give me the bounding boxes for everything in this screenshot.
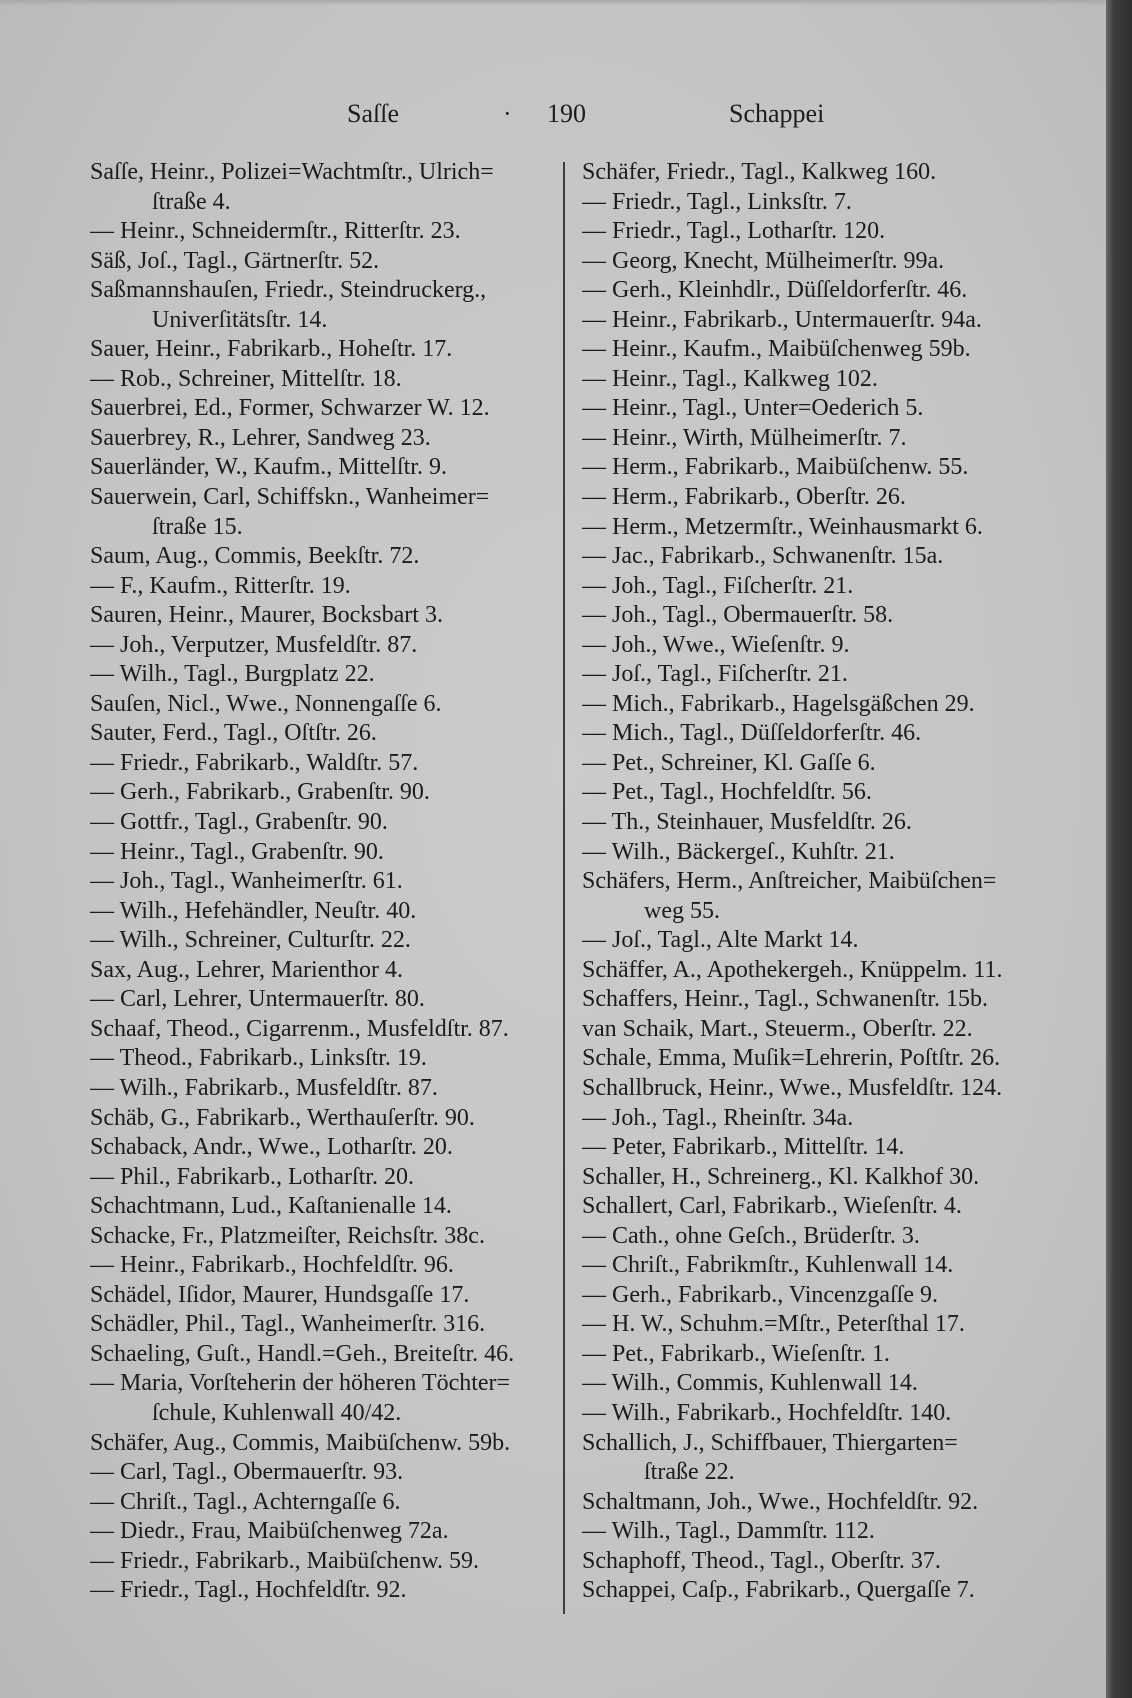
entry-line: Schaller, H., Schreinerg., Kl. Kalkhof 30. [582,1163,980,1190]
entry-line: — Joſ., Tagl., Alte Markt 14. [582,927,859,954]
entry-line: — Carl, Lehrer, Untermauerſtr. 80. [90,986,425,1013]
entry-line: — Pet., Tagl., Hochfeldſtr. 56. [582,779,872,806]
entry-line: Sauſen, Nicl., Wwe., Nonnengaſſe 6. [90,690,442,717]
entry-line: Schachtmann, Lud., Kaſtanienalle 14. [90,1193,452,1220]
entry-line: — Cath., ohne Geſch., Brüderſtr. 3. [582,1222,920,1249]
entry-line: Sauren, Heinr., Maurer, Bocksbart 3. [90,602,443,629]
entry-line: — Wilh., Schreiner, Culturſtr. 22. [90,927,411,954]
entry-continuation-line: ſtraße 4. [152,188,231,215]
entry-line: — Joh., Tagl., Obermauerſtr. 58. [582,602,894,629]
entry-line: — Wilh., Bäckergeſ., Kuhſtr. 21. [582,838,895,865]
entry-line: Sauerbrei, Ed., Former, Schwarzer W. 12. [90,395,490,422]
entry-line: — Wilh., Fabrikarb., Musfeldſtr. 87. [90,1074,438,1101]
entry-line: Saßmannshauſen, Friedr., Steindruckerg., [90,277,487,304]
entry-line: Schäfers, Herm., Anſtreicher, Maibüſchen= [582,868,997,895]
entry-line: Sauerländer, W., Kaufm., Mittelſtr. 9. [90,454,447,481]
entry-line: — Diedr., Frau, Maibüſchenweg 72a. [90,1518,449,1545]
entry-line: — Maria, Vorſteherin der höheren Töchter= [90,1370,511,1397]
entry-line: — Pet., Fabrikarb., Wieſenſtr. 1. [582,1340,890,1367]
entry-line: Schallbruck, Heinr., Wwe., Musfeldſtr. 124. [582,1074,1003,1101]
entry-line: — Chriſt., Tagl., Achterngaſſe 6. [90,1488,401,1515]
entry-line: Schäfer, Friedr., Tagl., Kalkweg 160. [582,159,937,185]
entry-line: — Friedr., Fabrikarb., Waldſtr. 57. [90,749,419,776]
entry-line: — Joh., Verputzer, Musfeldſtr. 87. [90,631,418,658]
entry-line: van Schaik, Mart., Steuerm., Oberſtr. 22. [582,1015,973,1042]
entry-line: Sauerwein, Carl, Schiffskn., Wanheimer= [90,484,490,511]
entry-line: — Chriſt., Fabrikmſtr., Kuhlenwall 14. [582,1252,954,1279]
entry-line: — Pet., Schreiner, Kl. Gaſſe 6. [582,749,876,776]
scan-edge [1106,0,1132,1698]
entry-line: Schallich, J., Schiffbauer, Thiergarten= [582,1429,958,1456]
entry-line: — Heinr., Tagl., Kalkweg 102. [582,365,878,392]
entry-line: Schaback, Andr., Wwe., Lotharſtr. 20. [90,1134,453,1161]
entry-line: Schaaf, Theod., Cigarrenm., Musfeldſtr. 87. [90,1015,509,1042]
entry-line: — Heinr., Tagl., Unter=Oederich 5. [582,395,924,422]
entry-line: — Phil., Fabrikarb., Lotharſtr. 20. [90,1163,414,1190]
entry-line: Schäb, G., Fabrikarb., Werthauſerſtr. 90. [90,1104,475,1131]
entry-line: — Gerh., Fabrikarb., Grabenſtr. 90. [90,779,430,806]
entry-line: Schaltmann, Joh., Wwe., Hochfeldſtr. 92. [582,1488,979,1515]
entry-line: — Gottfr., Tagl., Grabenſtr. 90. [90,809,388,836]
entry-line: — Herm., Fabrikarb., Oberſtr. 26. [582,484,906,511]
entry-line: — Wilh., Tagl., Dammſtr. 112. [582,1518,875,1545]
entry-line: — Wilh., Hefehändler, Neuſtr. 40. [90,897,417,924]
entry-line: Schädel, Iſidor, Maurer, Hundsgaſſe 17. [90,1281,470,1308]
running-head-dot: · [503,99,512,128]
entry-line: Sax, Aug., Lehrer, Marienthor 4. [90,956,403,983]
entry-line: Schacke, Fr., Platzmeiſter, Reichsſtr. 38c. [90,1222,485,1249]
entry-continuation-line: ſtraße 15. [152,513,243,540]
entry-line: Schappei, Caſp., Fabrikarb., Quergaſſe 7. [582,1577,975,1604]
entry-line: — Heinr., Fabrikarb., Untermauerſtr. 94a. [582,306,982,333]
entry-line: Sauer, Heinr., Fabrikarb., Hoheſtr. 17. [90,336,453,363]
entry-line: — Joh., Tagl., Fiſcherſtr. 21. [582,572,854,599]
entry-line: Schallert, Carl, Fabrikarb., Wieſenſtr. 4. [582,1193,962,1220]
page-number: 190 [547,99,586,128]
entry-line: — Heinr., Wirth, Mülheimerſtr. 7. [582,424,907,451]
entry-line: Säß, Joſ., Tagl., Gärtnerſtr. 52. [90,247,380,274]
entry-line: Schaeling, Guſt., Handl.=Geh., Breiteſtr. 46. [90,1340,515,1367]
entry-line: Saum, Aug., Commis, Beekſtr. 72. [90,543,420,570]
entry-continuation-line: Univerſitätsſtr. 14. [152,306,328,333]
entry-line: — Joh., Tagl., Wanheimerſtr. 61. [90,868,403,895]
entry-line: — Heinr., Tagl., Grabenſtr. 90. [90,838,384,865]
entry-line: — Wilh., Fabrikarb., Hochfeldſtr. 140. [582,1399,952,1426]
entry-line: — Friedr., Tagl., Linksſtr. 7. [582,188,852,215]
column-divider [563,162,565,1614]
entry-line: — Herm., Metzermſtr., Weinhausmarkt 6. [582,513,983,540]
entry-line: Schale, Emma, Muſik=Lehrerin, Poſtſtr. 26. [582,1045,1001,1072]
entry-line: — Carl, Tagl., Obermauerſtr. 93. [90,1459,404,1486]
entry-line: — Rob., Schreiner, Mittelſtr. 18. [90,365,402,392]
entry-line: — Heinr., Schneidermſtr., Ritterſtr. 23. [90,218,461,245]
entry-line: — Mich., Fabrikarb., Hagelsgäßchen 29. [582,690,975,717]
entry-line: — F., Kaufm., Ritterſtr. 19. [90,572,351,599]
entry-line: Schäffer, A., Apothekergeh., Knüppelm. 11. [582,956,1003,983]
entry-line: — Friedr., Fabrikarb., Maibüſchenw. 59. [90,1547,480,1574]
entry-line: — Wilh., Tagl., Burgplatz 22. [90,661,375,688]
entry-line: — Gerh., Kleinhdlr., Düſſeldorferſtr. 46. [582,277,968,304]
entry-continuation-line: weg 55. [644,897,720,924]
entry-line: — Joh., Tagl., Rheinſtr. 34a. [582,1104,854,1131]
entry-line: — Gerh., Fabrikarb., Vincenzgaſſe 9. [582,1281,939,1308]
entry-line: — Heinr., Kaufm., Maibüſchenweg 59b. [582,336,971,363]
entry-continuation-line: ſchule, Kuhlenwall 40/42. [152,1399,402,1426]
entry-line: Schäfer, Aug., Commis, Maibüſchenw. 59b. [90,1429,511,1456]
left-column [90,158,552,1606]
entry-line: — Joſ., Tagl., Fiſcherſtr. 21. [582,661,848,688]
entry-line: — Herm., Fabrikarb., Maibüſchenw. 55. [582,454,969,481]
entry-line: — Jac., Fabrikarb., Schwanenſtr. 15a. [582,543,944,570]
entry-line: — Wilh., Commis, Kuhlenwall 14. [582,1370,918,1397]
scan-edge-top [0,0,1106,6]
entry-line: — Friedr., Tagl., Lotharſtr. 120. [582,218,886,245]
entry-line: — Georg, Knecht, Mülheimerſtr. 99a. [582,247,945,274]
entry-line: — Peter, Fabrikarb., Mittelſtr. 14. [582,1134,905,1161]
right-column [582,158,1052,1606]
entry-continuation-line: ſtraße 22. [644,1459,735,1486]
entry-line: — Th., Steinhauer, Musfeldſtr. 26. [582,809,912,836]
entry-line: Schaffers, Heinr., Tagl., Schwanenſtr. 15b. [582,986,989,1013]
entry-line: Sauerbrey, R., Lehrer, Sandweg 23. [90,424,431,451]
running-head-left: Saſſe [347,99,399,128]
entry-line: — Theod., Fabrikarb., Linksſtr. 19. [90,1045,427,1072]
running-head-right: Schappei [729,99,825,128]
entry-line: Schaphoff, Theod., Tagl., Oberſtr. 37. [582,1547,941,1574]
entry-line: — H. W., Schuhm.=Mſtr., Peterſthal 17. [582,1311,965,1338]
entry-line: Saſſe, Heinr., Polizei=Wachtmſtr., Ulrich= [90,159,494,185]
entry-line: — Friedr., Tagl., Hochfeldſtr. 92. [90,1577,407,1604]
entry-line: — Heinr., Fabrikarb., Hochfeldſtr. 96. [90,1252,454,1279]
entry-line: Sauter, Ferd., Tagl., Oſtſtr. 26. [90,720,377,747]
entry-line: — Joh., Wwe., Wieſenſtr. 9. [582,631,850,658]
entry-line: Schädler, Phil., Tagl., Wanheimerſtr. 316. [90,1311,486,1338]
entry-line: — Mich., Tagl., Düſſeldorferſtr. 46. [582,720,922,747]
